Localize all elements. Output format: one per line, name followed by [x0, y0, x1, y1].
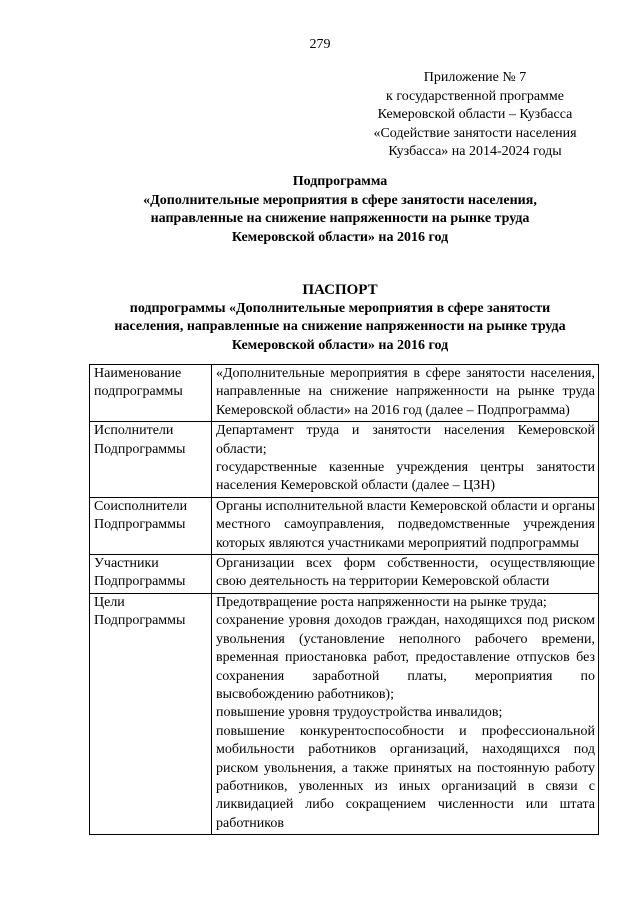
- row-label: Исполнители Подпрограммы: [90, 422, 212, 498]
- subprogram-title-line: направленные на снижение напряженности на рынке труда: [150, 211, 530, 227]
- row-value: [212, 555, 599, 594]
- table-row: [90, 497, 599, 554]
- table-row: [90, 365, 599, 422]
- row-value-paragraph: «Дополнительные мероприятия в сфере занятости населения, направленные на снижение напряженности на рынке труда Кемеровской области» на 2016 год (далее – Подпрограмма): [216, 366, 595, 418]
- row-label: Соисполнители Подпрограммы: [90, 497, 212, 554]
- passport-title-line: подпрограммы «Дополнительные мероприятия в сфере занятости: [129, 300, 551, 316]
- appendix-line: к государственной программе: [386, 88, 564, 104]
- row-value-paragraph: Организации всех форм собственности, осуществляющие свою деятельность на территории Кемеровской области: [216, 556, 595, 590]
- appendix-header: [350, 69, 600, 162]
- table-row: [90, 422, 599, 498]
- table-row: [90, 555, 599, 594]
- row-label: Цели Подпрограммы: [90, 593, 212, 834]
- row-value-paragraph: Департамент труда и занятости населения Кемеровской области;: [216, 423, 595, 457]
- row-value-paragraph: повышение уровня трудоустройства инвалидов;: [216, 705, 503, 721]
- row-value-paragraph: Предотвращение роста напряженности на рынке труда;: [216, 594, 547, 610]
- row-value: [212, 422, 599, 498]
- row-value-paragraph: Органы исполнительной власти Кемеровской области и органы местного самоуправления, подведомственные учреждения которых являются участниками мероприятий подпрограммы: [216, 498, 595, 551]
- table-row: [90, 593, 599, 834]
- appendix-line: Приложение № 7: [423, 70, 527, 85]
- row-label: Участники Подпрограммы: [90, 555, 212, 594]
- row-value: [212, 497, 599, 554]
- appendix-line: Кузбасса» на 2014-2024 годы: [388, 144, 562, 160]
- row-value: [212, 365, 599, 422]
- subprogram-title-line: Подпрограмма: [292, 174, 388, 189]
- subprogram-title-line: «Дополнительные мероприятия в сфере занятости населения,: [143, 192, 537, 208]
- row-label: Наименование подпрограммы: [90, 365, 212, 422]
- subprogram-title: [80, 173, 600, 247]
- passport-table: [89, 364, 599, 835]
- passport-heading: ПАСПОРТ: [302, 282, 378, 298]
- appendix-line: «Содействие занятости населения: [373, 125, 577, 141]
- passport-title: [80, 281, 600, 355]
- passport-title-line: Кемеровской области» на 2016 год: [231, 337, 449, 353]
- row-value-paragraph: сохранение уровня доходов граждан, находящихся под риском увольнения (установление неполного рабочего времени, временная приостановка работ, предоставление отпусков без сохранения заработной платы, мероприятия по высвобождению работников);: [216, 613, 595, 702]
- row-value-paragraph: повышение конкурентоспособности и профессиональной мобильности работников организаций, находящихся под риском увольнения, а также принятых на постоянную работу работников, уволенных из иных организаций в связи с ликвидацией либо сокращением численности или штата работников: [216, 723, 595, 831]
- row-value-paragraph: государственные казенные учреждения центры занятости населения Кемеровской области (далее – ЦЗН): [216, 460, 595, 494]
- row-value: [212, 593, 599, 834]
- passport-title-line: населения, направленные на снижение напряженности на рынке труда: [114, 319, 566, 335]
- subprogram-title-line: Кемеровской области» на 2016 год: [231, 229, 449, 245]
- page-number: 279: [309, 37, 331, 52]
- appendix-line: Кемеровской области – Кузбасса: [377, 107, 573, 123]
